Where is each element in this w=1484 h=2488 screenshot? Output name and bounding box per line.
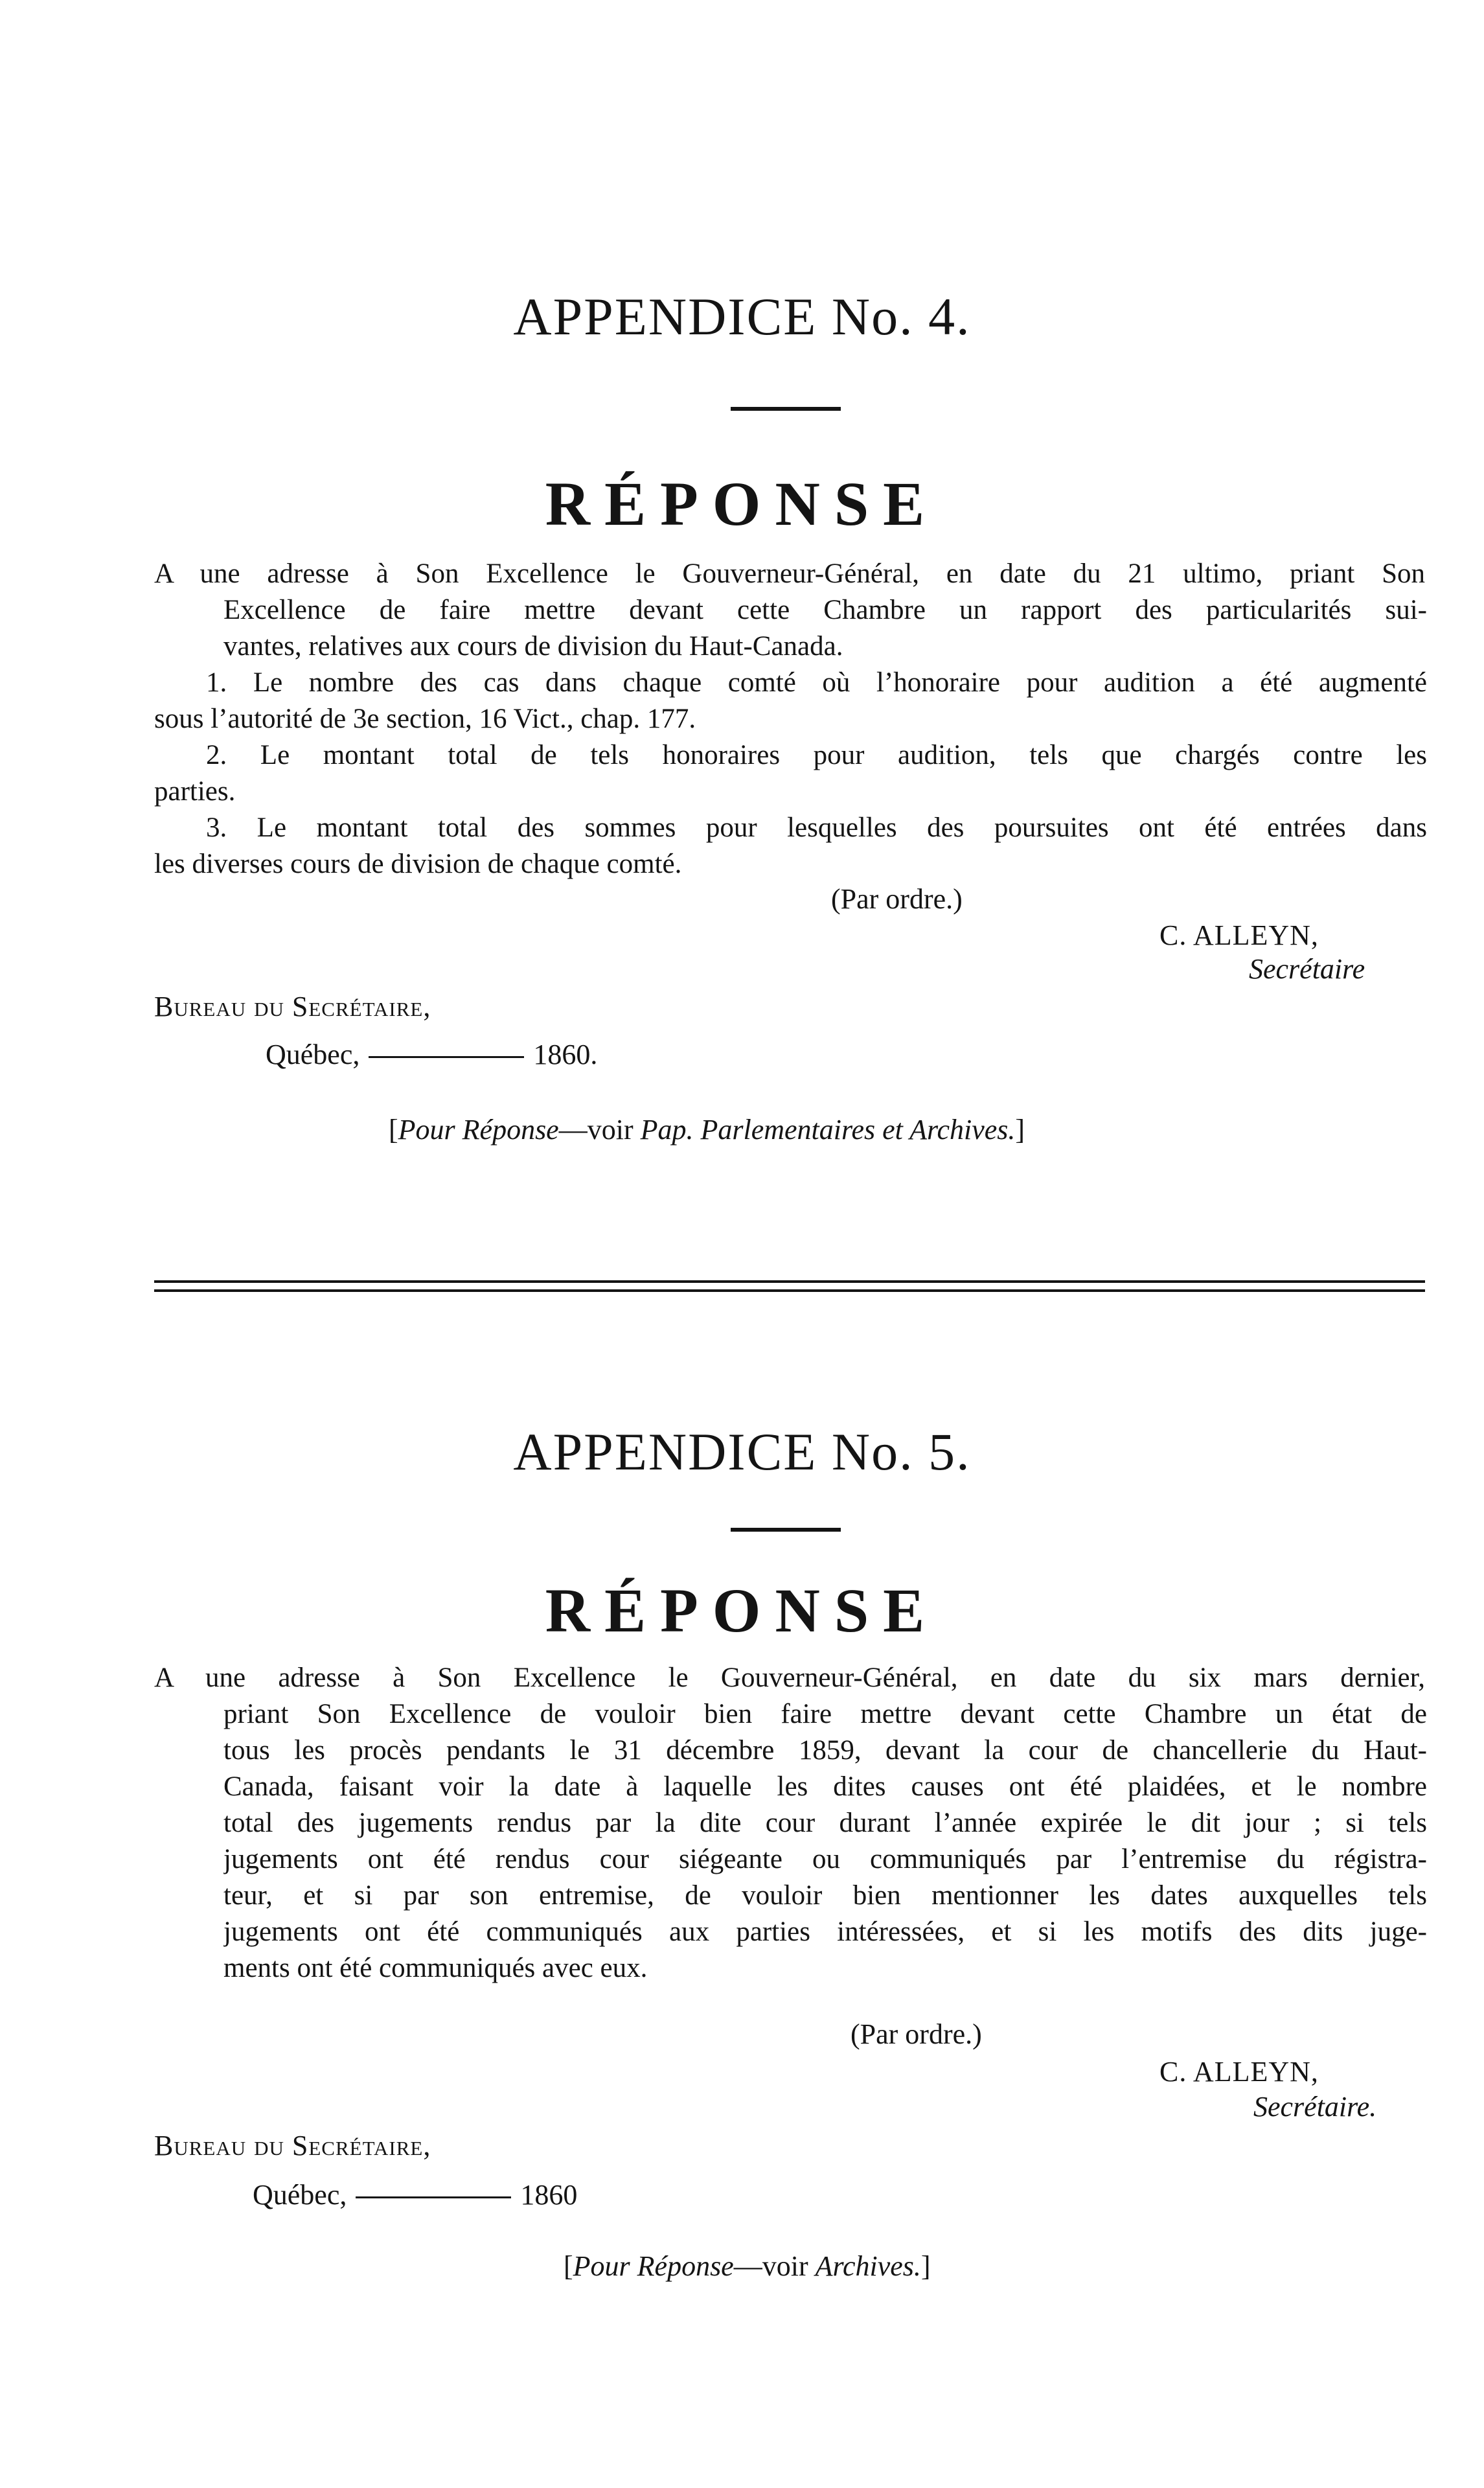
appendix-5-line-6: jugements ont été rendus cour siégeante ou communiqués par l’entremise du régistra- [223,1844,1427,1874]
appendix-4-bureau-text: Bureau du Secrétaire, [154,991,431,1022]
appendix-4-line-4: 1. Le nombre des cas dans chaque comté où l’honoraire pour audition a été augmenté [206,667,1427,698]
appendix-4-reference-pour: Pour Réponse [398,1114,559,1146]
appendix-5-reference-close: ] [920,2250,931,2282]
appendix-5-par-ordre: (Par ordre.) [850,2018,982,2050]
appendix-4-reference [389,1113,1025,1146]
appendix-4-reference-target: Pap. Parlementaires et Archives. [640,1114,1016,1146]
appendix-5-date-dash [356,2196,511,2198]
appendix-5-title: APPENDICE No. 5. [513,1422,971,1481]
appendix-4-title: APPENDICE No. 4. [513,287,971,346]
appendix-4-date-year: 1860. [533,1039,598,1070]
appendix-4-par-ordre: (Par ordre.) [831,883,963,915]
appendix-4-reference-close: ] [1015,1114,1025,1146]
section-divider-bottom [154,1289,1425,1292]
appendix-5-line-5: total des jugements rendus par la dite cour durant l’année expirée le dit jour ; si tels [223,1808,1427,1838]
appendix-5-title-rule [731,1528,841,1532]
appendix-5-signature-name: C. ALLEYN, [1159,2056,1319,2088]
appendix-4-dateline [266,1038,597,1071]
appendix-5-date-year: 1860 [520,2179,578,2211]
appendix-4-line-8: 3. Le montant total des sommes pour lesquelles des poursuites ont été entrées dans [206,812,1427,843]
appendix-5-reference-voir: —voir [733,2250,816,2282]
appendix-5-date-place: Québec, [253,2179,347,2211]
appendix-5-reference [564,2250,931,2283]
appendix-5-reference-target: Archives. [815,2250,921,2282]
appendix-4-line-5: sous l’autorité de 3e section, 16 Vict., chap. 177. [154,704,696,734]
appendix-4-bureau [154,990,431,1023]
appendix-4-line-6: 2. Le montant total de tels honoraires pour audition, tels que chargés contre les [206,740,1427,770]
appendix-4-date-dash [369,1056,524,1058]
appendix-4-title-rule [731,407,841,411]
appendix-5-dateline [253,2178,577,2211]
appendix-4-reference-open: [ [389,1114,398,1146]
appendix-4-reference-voir: —voir [558,1114,641,1146]
appendix-4-signature-role: Secrétaire [1249,953,1365,985]
appendix-4-line-2: Excellence de faire mettre devant cette Chambre un rapport des particularités sui- [223,595,1427,625]
section-divider-top [154,1280,1425,1283]
appendix-5-line-7: teur, et si par son entremise, de vouloir bien mentionner les dates auxquelles tels [223,1880,1427,1911]
appendix-5-line-2: priant Son Excellence de vouloir bien faire mettre devant cette Chambre un état de [223,1699,1427,1729]
appendix-5-line-9: ments ont été communiqués avec eux. [223,1953,648,1983]
appendix-4-line-7: parties. [154,776,236,807]
appendix-5-reference-open: [ [564,2250,573,2282]
appendix-5-line-1: A une adresse à Son Excellence le Gouverneur-Général, en date du six mars dernier, [154,1663,1425,1693]
appendix-4-signature-name: C. ALLEYN, [1159,919,1319,951]
appendix-4-line-9: les diverses cours de division de chaque comté. [154,849,682,879]
appendix-5-bureau-text: Bureau du Secrétaire, [154,2130,431,2161]
appendix-5-signature-role: Secrétaire. [1253,2091,1377,2123]
appendix-5-bureau [154,2129,431,2162]
appendix-5-reference-pour: Pour Réponse [573,2250,734,2282]
appendix-4-line-3: vantes, relatives aux cours de division du Haut-Canada. [223,631,843,662]
appendix-4-heading: RÉPONSE [545,469,939,538]
appendix-5-line-3: tous les procès pendants le 31 décembre 1859, devant la cour de chancellerie du Haut- [223,1735,1427,1766]
appendix-4-line-1: A une adresse à Son Excellence le Gouverneur-Général, en date du 21 ultimo, priant Son [154,559,1425,589]
appendix-5-heading: RÉPONSE [545,1576,939,1645]
appendix-4-date-place: Québec, [266,1039,360,1070]
appendix-5-line-8: jugements ont été communiqués aux parties intéressées, et si les motifs des dits juge- [223,1917,1427,1947]
appendix-5-line-4: Canada, faisant voir la date à laquelle les dites causes ont été plaidées, et le nombre [223,1771,1427,1802]
